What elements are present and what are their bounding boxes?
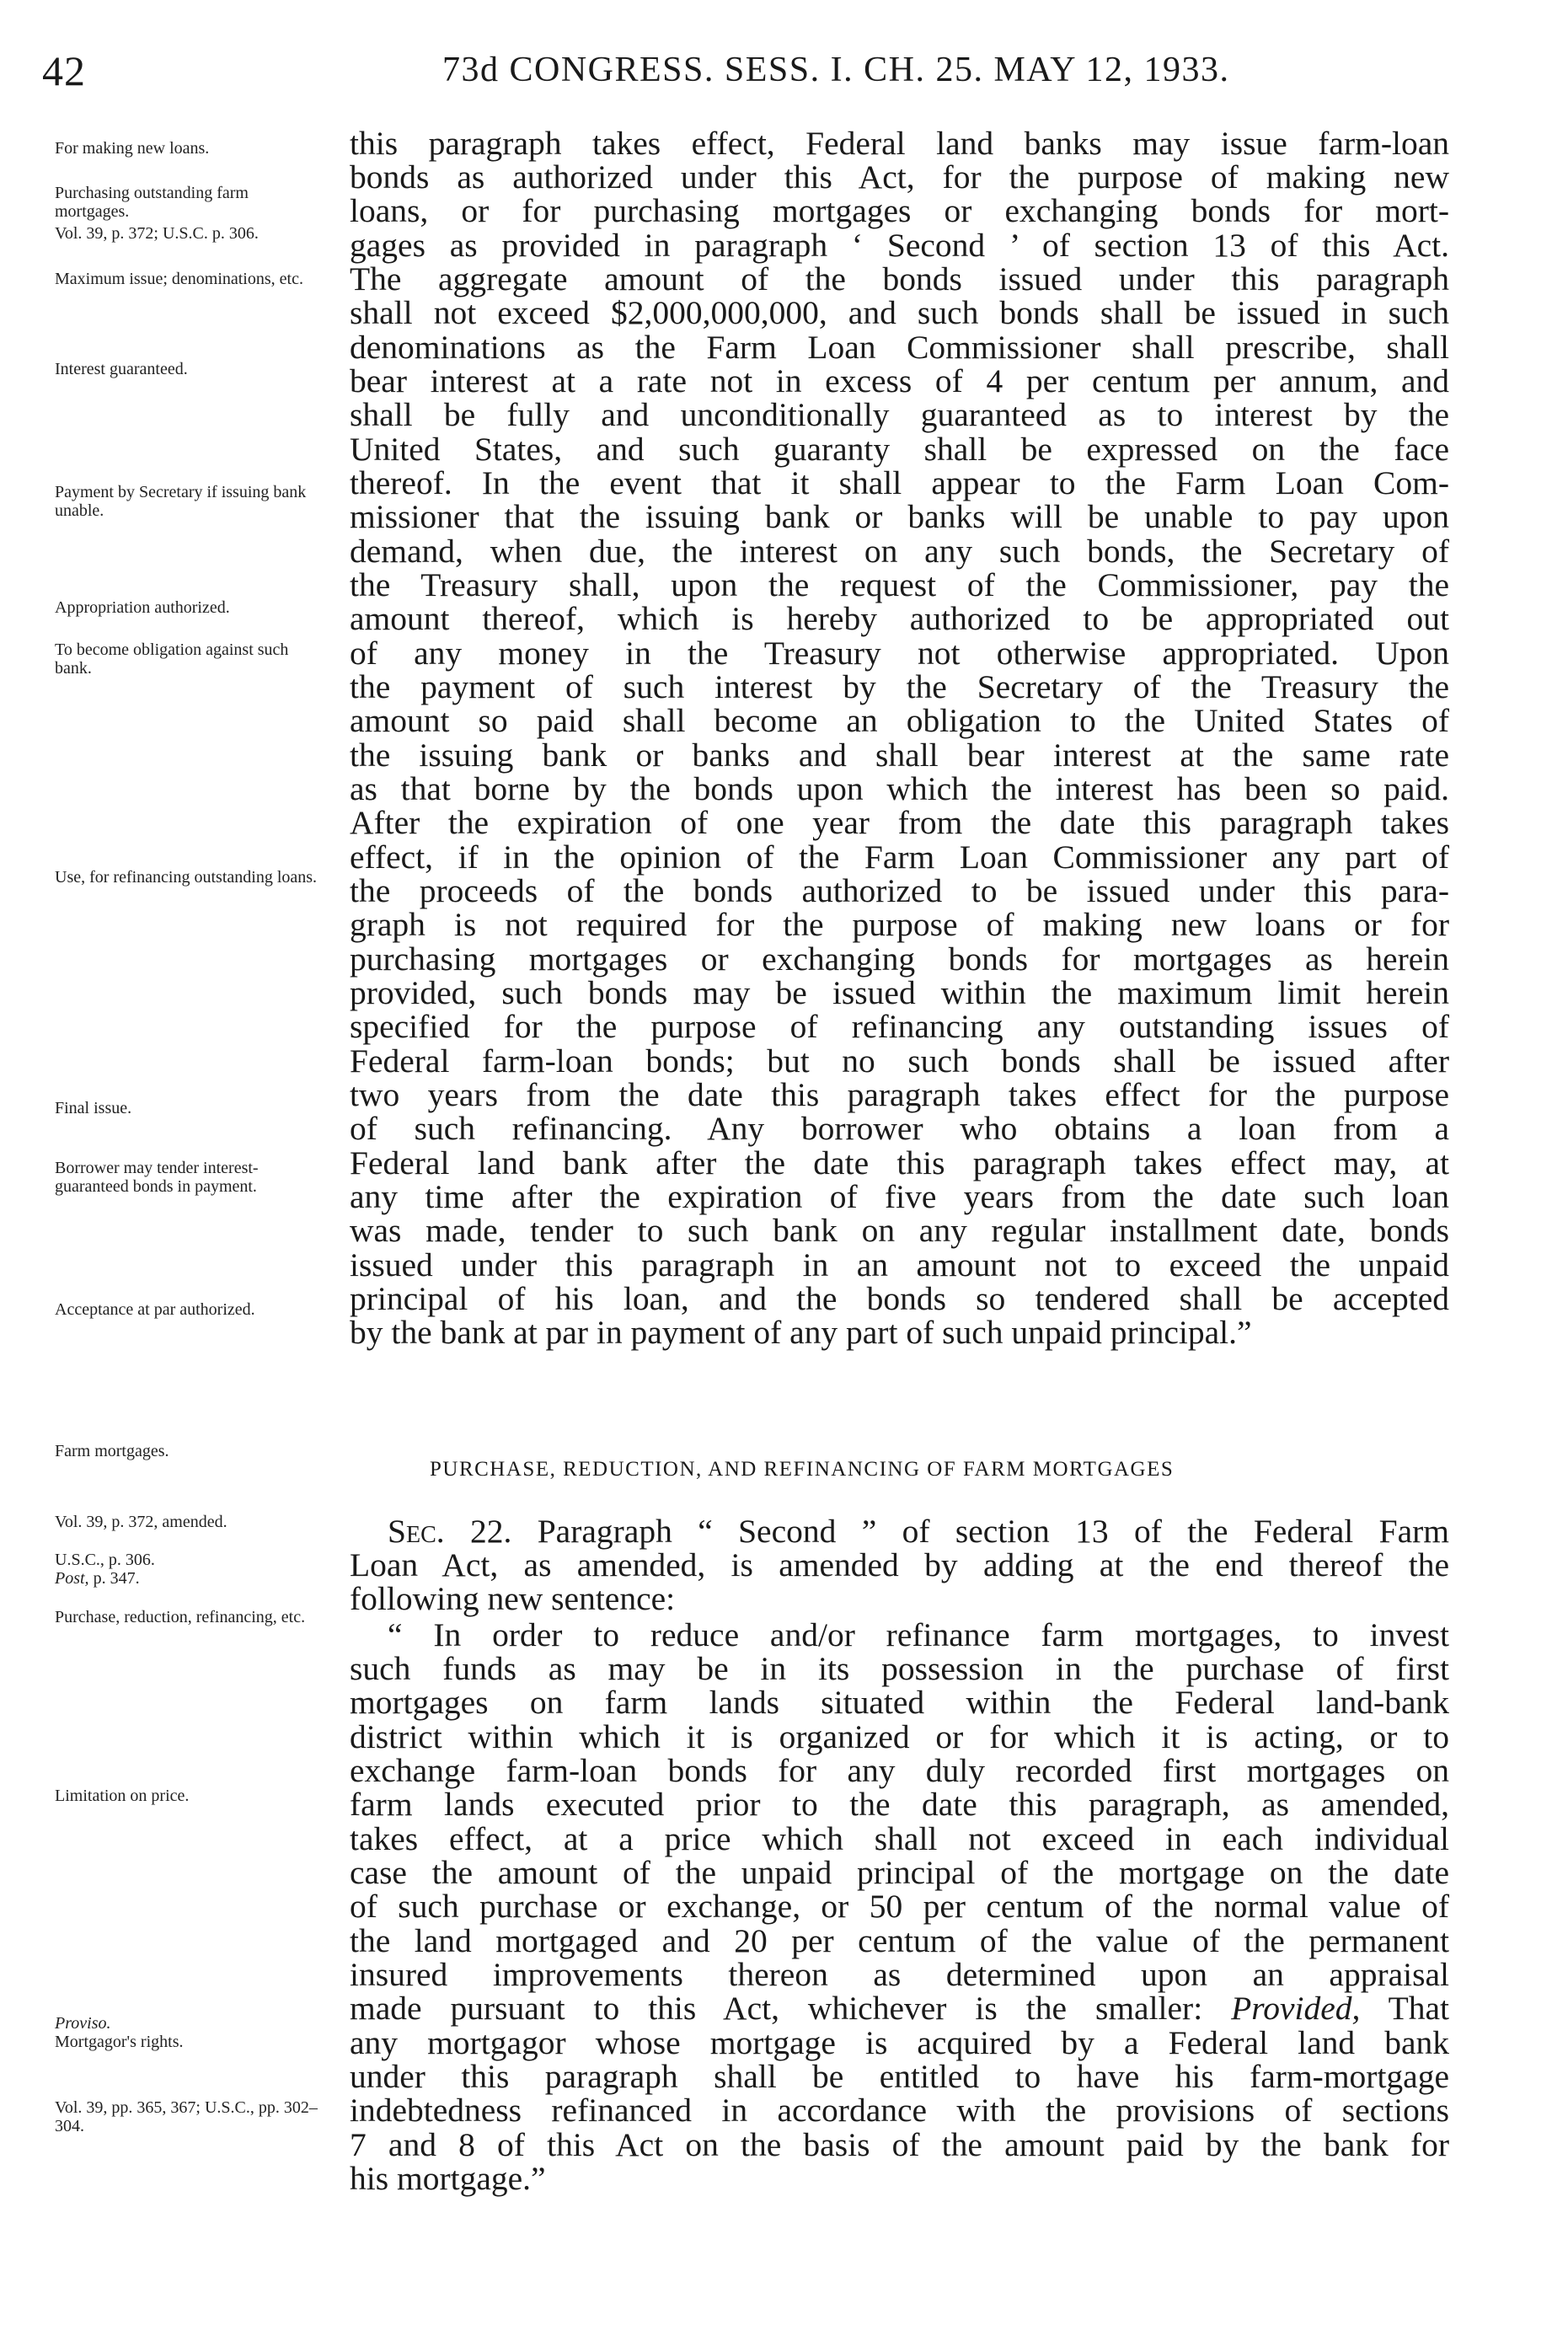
- body-line: two years from the date this paragraph takes effect for the purpose: [350, 1076, 1449, 1113]
- margin-note: U.S.C., p. 306.: [55, 1551, 155, 1569]
- margin-note: Acceptance at par authorized.: [55, 1300, 255, 1319]
- margin-note: Interest guaranteed.: [55, 360, 188, 378]
- body-line: the issuing bank or banks and shall bear interest at the same rate: [350, 737, 1449, 774]
- body-line: issued under this paragraph in an amount not to exceed the unpaid: [350, 1246, 1449, 1283]
- body-line: the land mortgaged and 20 per centum of the value of the permanent: [350, 1922, 1449, 1959]
- margin-note: Purchase, reduction, refinancing, etc.: [55, 1608, 306, 1626]
- body-line: loans, or for purchasing mortgages or exchanging bonds for mort-: [350, 192, 1449, 229]
- body-line-text: That: [1360, 1990, 1449, 2027]
- section-label: Sec. 22.: [388, 1513, 512, 1550]
- margin-note: Maximum issue; denominations, etc.: [55, 270, 303, 288]
- body-line: The aggregate amount of the bonds issued under this paragraph: [350, 260, 1449, 297]
- body-line: United States, and such guaranty shall be expressed on the face: [350, 431, 1449, 468]
- body-line: thereof. In the event that it shall appear to the Farm Loan Com-: [350, 464, 1449, 501]
- margin-note: Limitation on price.: [55, 1787, 190, 1805]
- margin-note: Vol. 39, p. 372; U.S.C. p. 306.: [55, 224, 259, 243]
- body-line: of such refinancing. Any borrower who obtains a loan from a: [350, 1110, 1449, 1147]
- section-heading: PURCHASE, REDUCTION, AND REFINANCING OF FARM MORTGAGES: [430, 1458, 1175, 1481]
- page-header: [42, 46, 1479, 97]
- body-line: bear interest at a rate not in excess of 4 per centum per annum, and: [350, 362, 1449, 399]
- body-line: the proceeds of the bonds authorized to be issued under this para-: [350, 872, 1449, 909]
- body-line: by the bank at par in payment of any part of such unpaid principal.”: [350, 1314, 1252, 1351]
- body-line: the payment of such interest by the Secretary of the Treasury the: [350, 668, 1449, 705]
- body-line: was made, tender to such bank on any regular installment date, bonds: [350, 1212, 1449, 1249]
- body-line: under this paragraph shall be entitled to have his farm-mortgage: [350, 2058, 1449, 2095]
- body-line: Federal land bank after the date this paragraph takes effect may, at: [350, 1144, 1449, 1181]
- body-line: exchange farm-loan bonds for any duly recorded first mortgages on: [350, 1752, 1449, 1789]
- body-line: demand, when due, the interest on any such bonds, the Secretary of: [350, 533, 1449, 570]
- body-line: any time after the expiration of five years from the date such loan: [350, 1178, 1449, 1215]
- margin-note: For making new loans.: [55, 139, 210, 158]
- body-line: specified for the purpose of refinancing any outstanding issues of: [350, 1008, 1449, 1045]
- body-line: denominations as the Farm Loan Commissioner shall prescribe, shall: [350, 329, 1449, 366]
- body-line: purchasing mortgages or exchanging bonds for mortgages as herein: [350, 940, 1449, 978]
- body-line: Federal farm-loan bonds; but no such bonds shall be issued after: [350, 1042, 1449, 1080]
- body-line: bonds as authorized under this Act, for the purpose of making new: [350, 158, 1449, 196]
- body-line: of any money in the Treasury not otherwise appropriated. Upon: [350, 635, 1449, 672]
- running-head: 73d CONGRESS. SESS. I. CH. 25. MAY 12, 1933.: [442, 51, 1230, 89]
- body-line: takes effect, at a price which shall not exceed in each individual: [350, 1820, 1449, 1857]
- body-line: provided, such bonds may be issued within the maximum limit herein: [350, 974, 1449, 1011]
- body-line: as that borne by the bonds upon which the interest has been so paid.: [350, 770, 1449, 807]
- body-line: gages as provided in paragraph ‘ Second ’ of section 13 of this Act.: [350, 227, 1449, 264]
- body-line: any mortgagor whose mortgage is acquired by a Federal land bank: [350, 2024, 1449, 2061]
- body-line: [350, 1991, 1449, 2025]
- body-line: indebtedness refinanced in accordance with the provisions of sections: [350, 2092, 1449, 2129]
- margin-note: Proviso.: [55, 2014, 111, 2033]
- body-line-text: made pursuant to this Act, whichever is the smaller:: [350, 1990, 1232, 2027]
- body-line: amount so paid shall become an obligation to the United States of: [350, 702, 1449, 739]
- body-line: shall be fully and unconditionally guaranteed as to interest by the: [350, 396, 1449, 433]
- margin-note: Borrower may tender interest-guaranteed bonds in payment.: [55, 1159, 259, 1196]
- body-line: mortgages on farm lands situated within the Federal land-bank: [350, 1684, 1449, 1721]
- body-line: [388, 1514, 1449, 1548]
- body-line: amount thereof, which is hereby authorized to be appropriated out: [350, 600, 1449, 637]
- body-line: principal of his loan, and the bonds so tendered shall be accepted: [350, 1280, 1449, 1317]
- margin-note: Payment by Secretary if issuing bank unable.: [55, 483, 307, 520]
- body-line: After the expiration of one year from the date this paragraph takes: [350, 804, 1449, 841]
- margin-note: To become obligation against such bank.: [55, 640, 289, 678]
- body-line: Loan Act, as amended, is amended by adding at the end thereof the: [350, 1546, 1449, 1583]
- body-line: missioner that the issuing bank or banks will be unable to pay upon: [350, 498, 1449, 535]
- margin-note: Appropriation authorized.: [55, 598, 230, 617]
- page-number: 42: [42, 47, 86, 94]
- margin-note-rest: p. 347.: [88, 1569, 140, 1588]
- body-line: his mortgage.”: [350, 2160, 546, 2197]
- margin-note: Vol. 39, pp. 365, 367; U.S.C., pp. 302–304.: [55, 2098, 318, 2135]
- margin-note-italic: Post,: [55, 1569, 89, 1588]
- body-line: such funds as may be in its possession in the purchase of first: [350, 1650, 1449, 1687]
- body-line: graph is not required for the purpose of making new loans or for: [350, 906, 1449, 943]
- body-line: farm lands executed prior to the date this paragraph, as amended,: [350, 1786, 1449, 1823]
- margin-note: Final issue.: [55, 1099, 132, 1117]
- body-line: effect, if in the opinion of the Farm Loan Commissioner any part of: [350, 838, 1449, 876]
- body-line-text: Paragraph “ Second ” of section 13 of the Federal Farm: [511, 1513, 1449, 1550]
- body-line: this paragraph takes effect, Federal land banks may issue farm-loan: [350, 125, 1449, 162]
- margin-note: Purchasing outstanding farm mortgages.: [55, 184, 249, 221]
- body-line: the Treasury shall, upon the request of the Commissioner, pay the: [350, 566, 1449, 603]
- margin-note: Mortgagor's rights.: [55, 2033, 184, 2051]
- margin-note: [55, 1569, 324, 1588]
- proviso-word: Provided,: [1231, 1990, 1361, 2027]
- body-line: shall not exceed $2,000,000,000, and such bonds shall be issued in such: [350, 294, 1449, 331]
- body-line: district within which it is organized or for which it is acting, or to: [350, 1718, 1449, 1755]
- margin-note: Use, for refinancing outstanding loans.: [55, 868, 318, 887]
- margin-note: Vol. 39, p. 372, amended.: [55, 1513, 227, 1531]
- body-line: of such purchase or exchange, or 50 per centum of the normal value of: [350, 1888, 1449, 1925]
- body-line: insured improvements thereon as determined upon an appraisal: [350, 1956, 1449, 1993]
- margin-note: Farm mortgages.: [55, 1442, 169, 1460]
- body-line: following new sentence:: [350, 1580, 676, 1617]
- body-line: 7 and 8 of this Act on the basis of the amount paid by the bank for: [350, 2126, 1449, 2163]
- body-line: case the amount of the unpaid principal of the mortgage on the date: [350, 1854, 1449, 1891]
- body-line: “ In order to reduce and/or refinance farm mortgages, to invest: [388, 1616, 1449, 1653]
